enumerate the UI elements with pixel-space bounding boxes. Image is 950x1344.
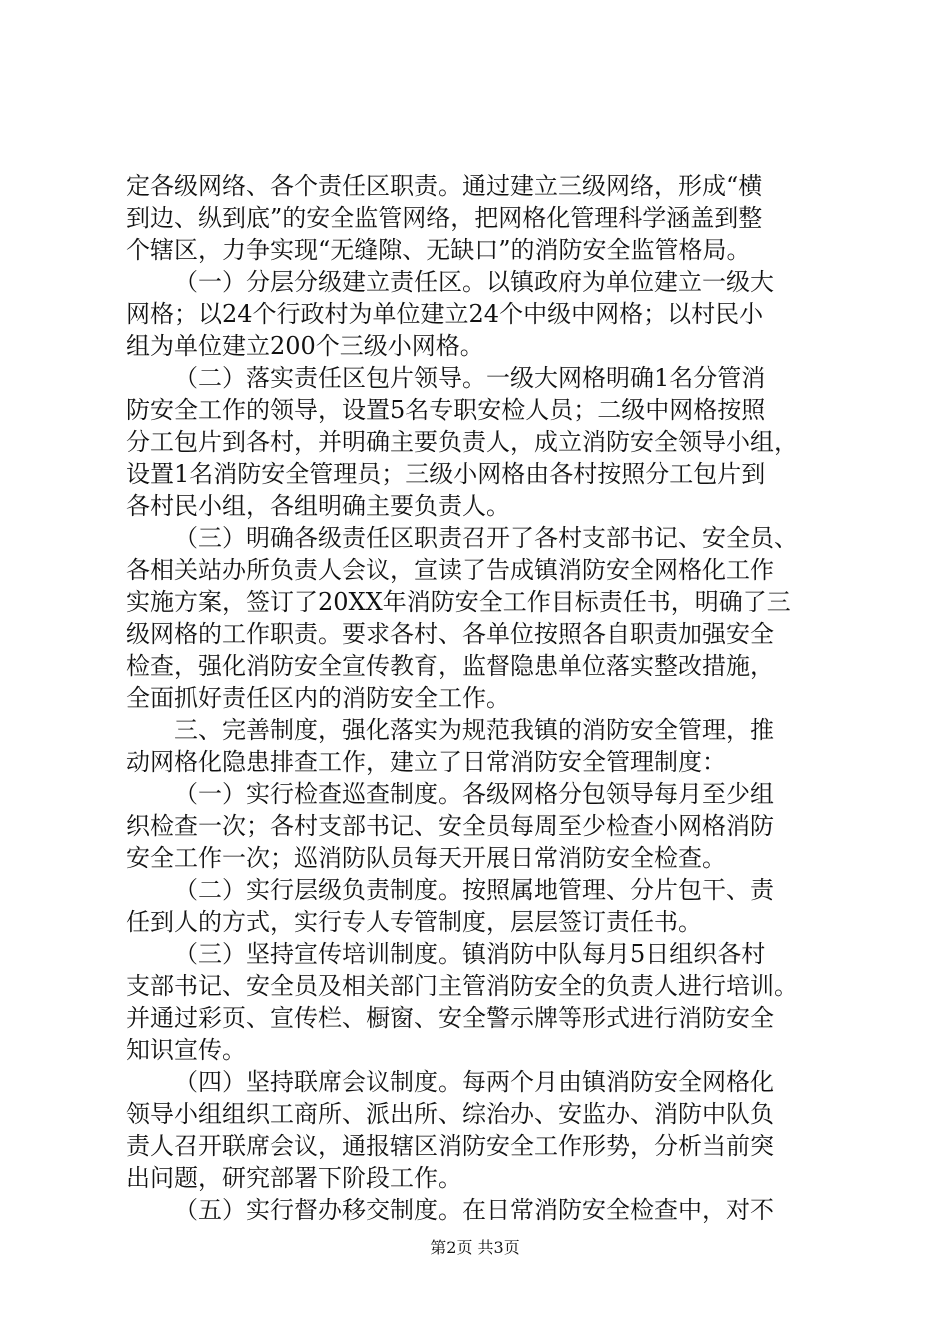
text-line: 设置1名消防安全管理员；三级小网格由各村按照分工包片到 [126,460,766,488]
text-line: 分工包片到各村，并明确主要负责人，成立消防安全领导小组， [126,428,798,456]
text-line: 动网格化隐患排查工作，建立了日常消防安全管理制度： [126,748,726,776]
text-line: 检查，强化消防安全宣传教育，监督隐患单位落实整改措施， [126,652,774,680]
text-line: 各相关站办所负责人会议，宣读了告成镇消防安全网格化工作 [126,556,774,584]
text-line: 个辖区，力争实现“无缝隙、无缺口”的消防安全监管格局。 [126,236,751,264]
document-body [126,170,830,1226]
text-line: 全面抓好责任区内的消防安全工作。 [126,684,510,712]
text-line: （四）坚持联席会议制度。每两个月由镇消防安全网格化 [174,1068,774,1096]
text-line: 安全工作一次；巡消防队员每天开展日常消防安全检查。 [126,844,726,872]
text-line: 网格；以24个行政村为单位建立24个中级中网格；以村民小 [126,300,764,328]
text-line: 责人召开联席会议，通报辖区消防安全工作形势，分析当前突 [126,1132,774,1160]
text-line: 并通过彩页、宣传栏、橱窗、安全警示牌等形式进行消防安全 [126,1004,774,1032]
text-line: 三、完善制度，强化落实为规范我镇的消防安全管理，推 [174,716,774,744]
page-footer: 第2页 共3页 [430,1238,520,1257]
text-line: 支部书记、安全员及相关部门主管消防安全的负责人进行培训。 [126,972,798,1000]
text-line: 领导小组组织工商所、派出所、综治办、安监办、消防中队负 [126,1100,774,1128]
text-line: 出问题，研究部署下阶段工作。 [126,1164,462,1192]
text-line: （三）明确各级责任区职责召开了各村支部书记、安全员、 [174,524,798,552]
text-line: （二）实行层级负责制度。按照属地管理、分片包干、责 [174,876,774,904]
text-line: （一）实行检查巡查制度。各级网格分包领导每月至少组 [174,780,774,808]
text-line: （三）坚持宣传培训制度。镇消防中队每月5日组织各村 [174,940,766,968]
text-line: 级网格的工作职责。要求各村、各单位按照各自职责加强安全 [126,620,774,648]
text-line: 防安全工作的领导，设置5名专职安检人员；二级中网格按照 [126,396,766,424]
text-line: 到边、纵到底”的安全监管网络，把网格化管理科学涵盖到整 [126,204,763,232]
text-line: （五）实行督办移交制度。在日常消防安全检查中，对不 [174,1196,774,1224]
text-line: 织检查一次；各村支部书记、安全员每周至少检查小网格消防 [126,812,774,840]
text-line: 任到人的方式，实行专人专管制度，层层签订责任书。 [126,908,702,936]
text-line: 各村民小组，各组明确主要负责人。 [126,492,510,520]
text-line: （一）分层分级建立责任区。以镇政府为单位建立一级大 [174,268,774,296]
text-line: （二）落实责任区包片领导。一级大网格明确1名分管消 [174,364,766,392]
text-line: 组为单位建立200个三级小网格。 [126,332,484,360]
text-line: 知识宣传。 [126,1036,246,1064]
text-line: 定各级网络、各个责任区职责。通过建立三级网络，形成“横 [126,172,763,200]
text-line: 实施方案，签订了20XX年消防安全工作目标责任书，明确了三 [126,588,791,616]
